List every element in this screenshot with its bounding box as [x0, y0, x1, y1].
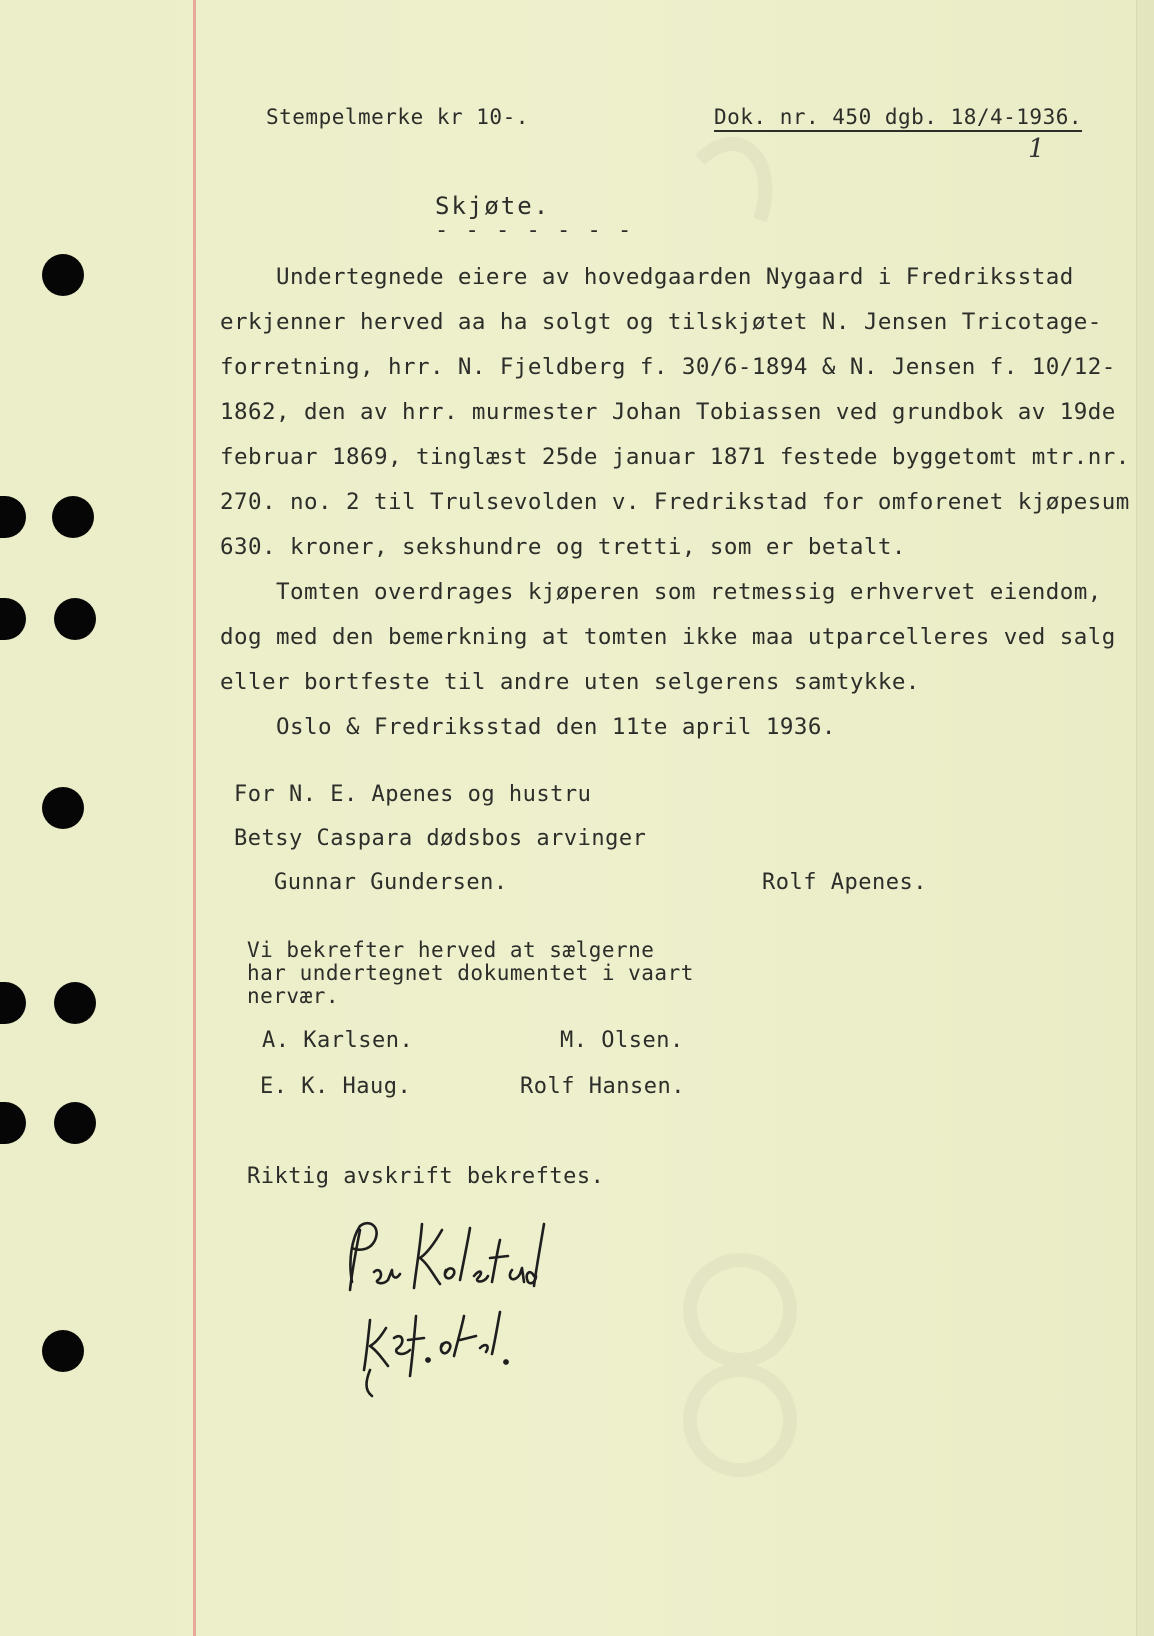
- body-line: erkjenner herved aa ha solgt og tilskjøtet N. Jensen Tricotage-: [220, 309, 1102, 335]
- witness-statement: nervær.: [247, 984, 340, 1008]
- body-line: Tomten overdrages kjøperen som retmessig erhvervet eiendom,: [220, 579, 1102, 605]
- body-line: eller bortfeste til andre uten selgerens samtykke.: [220, 669, 920, 695]
- margin-line: [193, 0, 196, 1636]
- witness-name: Rolf Hansen.: [520, 1074, 685, 1099]
- binder-hole: [54, 982, 96, 1024]
- background-watermark: [540, 60, 840, 1560]
- body-line: 630. kroner, sekshundre og tretti, som er betalt.: [220, 534, 906, 560]
- witness-name: M. Olsen.: [560, 1028, 684, 1053]
- title-underline: - - - - - - -: [435, 218, 634, 243]
- binder-hole: [0, 1102, 26, 1144]
- binder-hole: [0, 598, 26, 640]
- binder-hole: [52, 496, 94, 538]
- binder-hole: [42, 787, 84, 829]
- page-number: 1: [1028, 134, 1046, 164]
- binder-hole: [42, 254, 84, 296]
- handwritten-signature: [330, 1220, 560, 1400]
- body-line: Undertegnede eiere av hovedgaarden Nygaard i Fredriksstad: [220, 264, 1074, 290]
- witness-statement: har undertegnet dokumentet i vaart: [247, 961, 694, 985]
- document-reference: Dok. nr. 450 dgb. 18/4-1936.: [714, 105, 1083, 129]
- body-line: dog med den bemerkning at tomten ikke maa utparcelleres ved salg: [220, 624, 1116, 650]
- certification-text: Riktig avskrift bekreftes.: [247, 1164, 605, 1189]
- binder-hole: [54, 598, 96, 640]
- sellers-line: Betsy Caspara dødsbos arvinger: [234, 826, 647, 851]
- witness-statement: Vi bekrefter herved at sælgerne: [247, 938, 655, 962]
- body-line: 270. no. 2 til Trulsevolden v. Fredrikstad for omforenet kjøpesum: [220, 489, 1130, 515]
- sellers-line: For N. E. Apenes og hustru: [234, 782, 592, 807]
- stamp-duty-label: Stempelmerke kr 10-.: [266, 105, 529, 129]
- witness-name: A. Karlsen.: [262, 1028, 414, 1053]
- binder-hole: [54, 1102, 96, 1144]
- seller-signature: Rolf Apenes.: [762, 870, 927, 895]
- body-line: forretning, hrr. N. Fjeldberg f. 30/6-1894 & N. Jensen f. 10/12-: [220, 354, 1116, 380]
- body-line: februar 1869, tinglæst 25de januar 1871 festede byggetomt mtr.nr.: [220, 444, 1130, 470]
- binder-hole: [0, 496, 26, 538]
- seller-signature: Gunnar Gundersen.: [274, 870, 508, 895]
- body-line: 1862, den av hrr. murmester Johan Tobiassen ved grundbok av 19de: [220, 399, 1116, 425]
- page-edge: [1136, 0, 1154, 1636]
- binder-hole: [0, 982, 26, 1024]
- binder-hole: [42, 1330, 84, 1372]
- witness-name: E. K. Haug.: [260, 1074, 412, 1099]
- place-date-line: Oslo & Fredriksstad den 11te april 1936.: [220, 714, 836, 740]
- document-title: Skjøte.: [435, 192, 551, 220]
